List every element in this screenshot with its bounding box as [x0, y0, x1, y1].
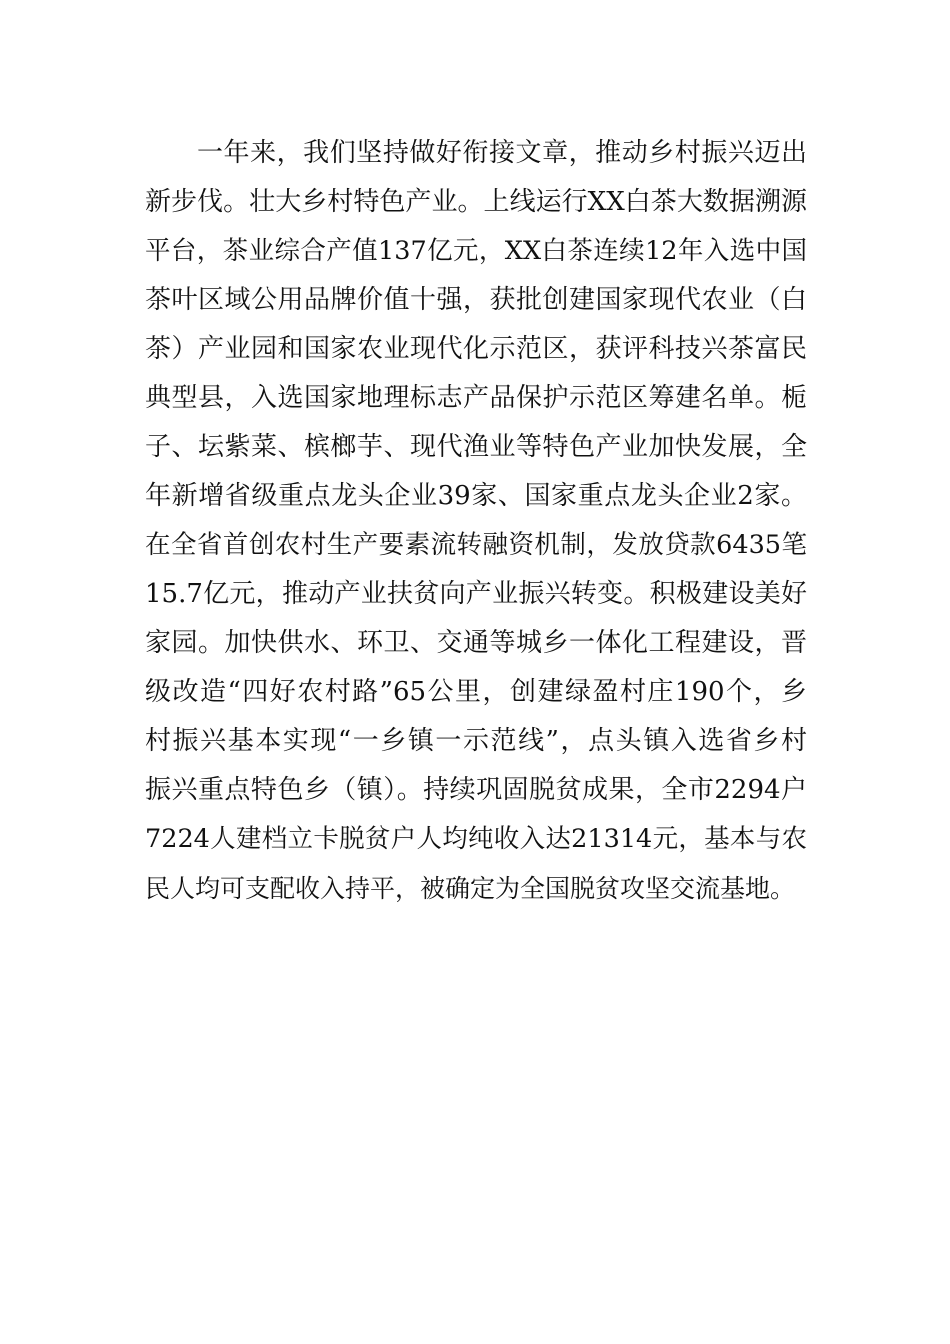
paragraph-line: 村振兴基本实现“一乡镇一示范线”，点头镇入选省乡村: [145, 726, 807, 756]
paragraph-line: 茶叶区域公用品牌价值十强，获批创建国家现代农业（白: [145, 285, 807, 315]
paragraph-line: 平台，茶业综合产值137亿元，XX白茶连续12年入选中国: [145, 236, 807, 266]
paragraph-line: 新步伐。壮大乡村特色产业。上线运行XX白茶大数据溯源: [145, 187, 807, 217]
paragraph-line: 15.7亿元，推动产业扶贫向产业振兴转变。积极建设美好: [145, 579, 807, 609]
paragraph-line: 7224人建档立卡脱贫户人均纯收入达21314元，基本与农: [145, 824, 807, 854]
paragraph-line: 典型县，入选国家地理标志产品保护示范区筹建名单。栀: [145, 383, 807, 413]
paragraph-line: 级改造“四好农村路”65公里，创建绿盈村庄190个，乡: [145, 677, 807, 707]
paragraph-line: 年新增省级重点龙头企业39家、国家重点龙头企业2家。: [145, 481, 807, 511]
paragraph-line: 振兴重点特色乡（镇）。持续巩固脱贫成果，全市2294户: [145, 775, 807, 805]
paragraph-line: 茶）产业园和国家农业现代化示范区，获评科技兴茶富民: [145, 334, 807, 364]
paragraph-line: 家园。加快供水、环卫、交通等城乡一体化工程建设，晋: [145, 628, 807, 658]
paragraph-line: 子、坛紫菜、槟榔芋、现代渔业等特色产业加快发展，全: [145, 432, 807, 462]
body-paragraph: [145, 129, 807, 913]
paragraph-line: 在全省首创农村生产要素流转融资机制，发放贷款6435笔: [145, 530, 807, 560]
paragraph-line: 民人均可支配收入持平，被确定为全国脱贫攻坚交流基地。: [145, 874, 796, 903]
paragraph-line: 一年来，我们坚持做好衔接文章，推动乡村振兴迈出: [197, 138, 807, 168]
